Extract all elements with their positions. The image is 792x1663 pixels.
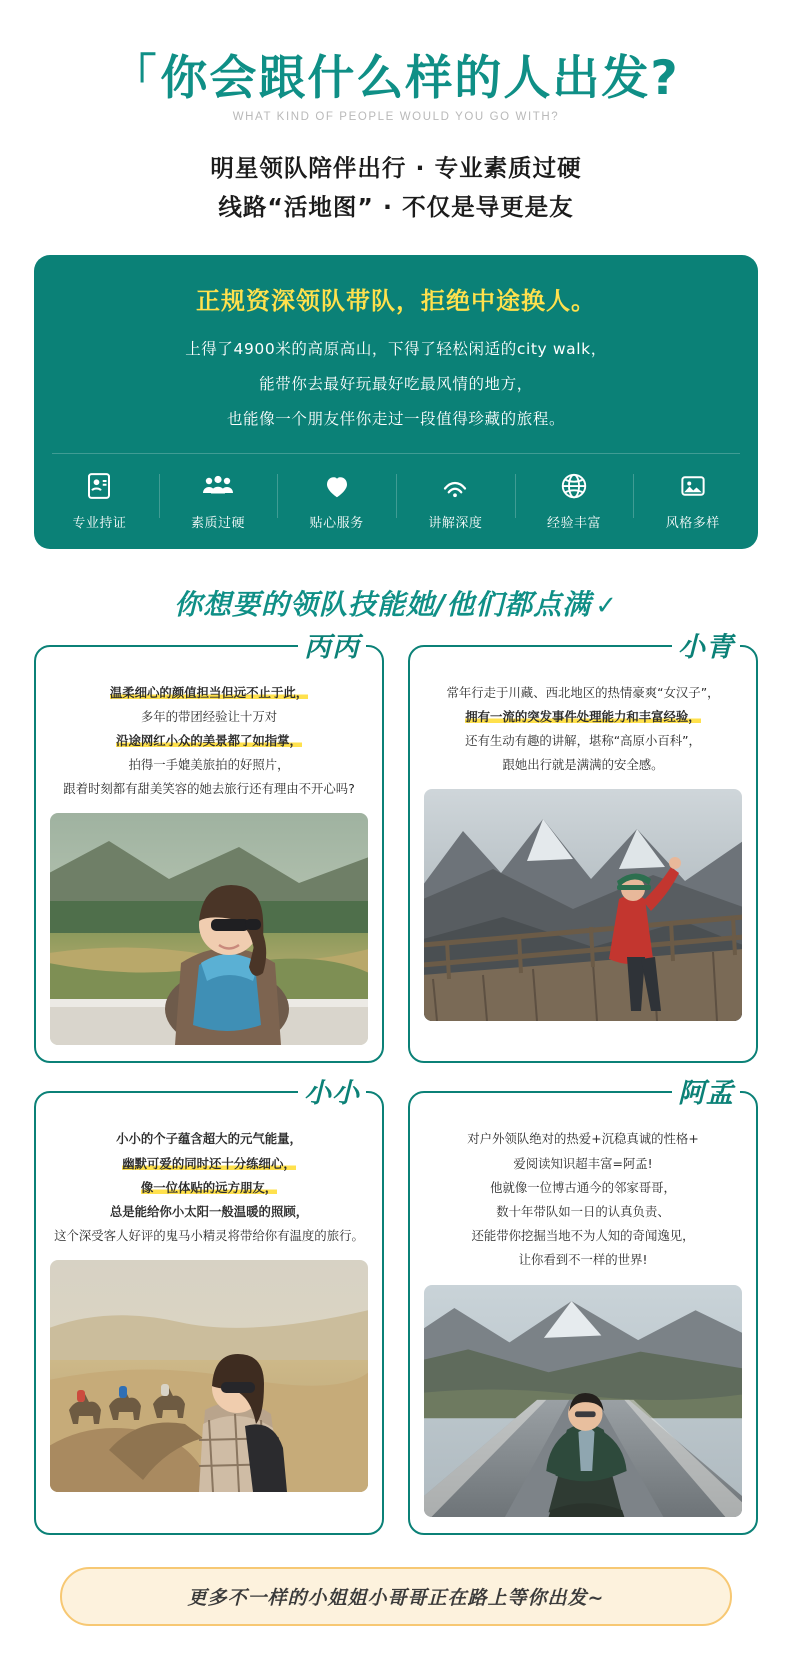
feature-item-service [277, 468, 396, 531]
feature-label: 专业持证 [72, 515, 127, 531]
feature-label: 经验丰富 [547, 515, 602, 531]
desc-line: 这个深受客人好评的鬼马小精灵将带给你有温度的旅行。 [54, 1228, 364, 1244]
guide-card-grid [34, 631, 758, 1535]
desc-line: 还有生动有趣的讲解，堪称“高原小百科”， [465, 732, 701, 748]
panel-title: 正规资深领队带队，拒绝中途换人。 [196, 286, 596, 315]
guide-card[interactable] [408, 1078, 758, 1534]
desc-line: 跟她出行就是满满的安全感。 [502, 757, 664, 773]
section-title [0, 583, 792, 623]
feature-item-style [633, 468, 752, 531]
highlight-panel [34, 255, 758, 549]
guide-card[interactable] [408, 631, 758, 1064]
feature-label: 贴心服务 [309, 515, 364, 531]
photo-woman-red-jacket-mountain-bridge [424, 789, 742, 1021]
feature-label: 风格多样 [665, 515, 720, 531]
desc-line: 拥有一流的突发事件处理能力和丰富经验， [465, 708, 701, 724]
group-people-icon [159, 470, 278, 504]
heart-icon [277, 470, 396, 504]
id-card-icon [40, 470, 159, 504]
page-title-text: 你会跟什么样的人出发? [160, 51, 680, 106]
desc-line: 像一位体贴的远方朋友， [140, 1179, 278, 1195]
desc-line: 幽默可爱的同时还十分练细心， [122, 1155, 296, 1171]
desc-line: 多年的带团经验让十万对 [140, 708, 278, 724]
panel-line-2: 能带你去最好玩最好吃最风情的地方， [259, 374, 533, 393]
page-title [112, 50, 680, 106]
desc-line: 沿途网红小众的美景都了如指掌， [116, 732, 302, 748]
desc-line: 常年行走于川藏、西北地区的热情豪爽“女汉子”， [446, 684, 720, 700]
desc-line: 让你看到不一样的世界! [518, 1252, 648, 1268]
quote-mark-icon: 「 [112, 50, 159, 101]
desc-line: 对户外领队绝对的热爱+沉稳真诚的性格+ [467, 1131, 699, 1147]
desc-line: 小小的个子蕴含超大的元气能量， [116, 1131, 302, 1147]
guide-card[interactable] [34, 1078, 384, 1534]
desc-line: 他就像一位博古通今的邻家哥哥， [490, 1179, 676, 1195]
guide-description [50, 1127, 368, 1248]
header [0, 0, 792, 227]
feature-item-certified [40, 468, 159, 531]
globe-icon [515, 470, 634, 504]
desc-line: 温柔细心的颜值担当但远不止于此， [109, 684, 309, 700]
photo-woman-camel-desert [50, 1260, 368, 1492]
subtitle-english: WHAT KIND OF PEOPLE WOULD YOU GO WITH? [232, 111, 560, 124]
footer-text: 更多不一样的小姐姐小哥哥正在路上等你出发~ [187, 1586, 605, 1609]
feature-item-experience [515, 468, 634, 531]
guide-name: 小青 [672, 625, 740, 664]
panel-line-1: 上得了4900米的高原高山，下得了轻松闲适的city walk， [185, 339, 607, 358]
desc-line: 拍得一手媲美旅拍的好照片， [128, 757, 290, 773]
slogan-line-2: 线路“活地图” · 不仅是导更是友 [218, 193, 574, 222]
footer-ribbon [60, 1567, 732, 1626]
photo-woman-blue-scarf-meadow [50, 813, 368, 1045]
guide-description [50, 681, 368, 802]
feature-list [34, 454, 758, 549]
desc-line: 数十年带队如一日的认真负责、 [496, 1204, 670, 1219]
section-title-text: 你想要的领队技能她/他们都点满 [173, 587, 592, 621]
photo-man-sitting-highway [424, 1285, 742, 1517]
feature-label: 素质过硬 [191, 515, 246, 531]
desc-line: 总是能给你小太阳一般温暖的照顾， [109, 1204, 309, 1219]
guide-name: 阿孟 [672, 1071, 740, 1110]
panel-body [34, 332, 758, 449]
desc-line: 跟着时刻都有甜美笑容的她去旅行还有理由不开心吗? [63, 781, 355, 797]
desc-line: 爱阅读知识超丰富=阿孟! [513, 1155, 653, 1171]
slogan-line-1: 明星领队陪伴出行 · 专业素质过硬 [210, 154, 582, 183]
guide-description [424, 1127, 742, 1272]
desc-line: 还能带你挖掘当地不为人知的奇闻逸见， [471, 1228, 695, 1244]
feature-item-depth [396, 468, 515, 531]
feature-item-quality [159, 468, 278, 531]
feature-label: 讲解深度 [428, 515, 483, 531]
panel-line-3: 也能像一个朋友伴你走过一段值得珍藏的旅程。 [226, 409, 566, 428]
slogan [0, 149, 792, 227]
guide-name: 小小 [298, 1071, 366, 1110]
signal-icon [396, 470, 515, 504]
check-icon: ✓ [595, 590, 619, 621]
guide-name: 丙丙 [298, 625, 366, 664]
guide-card[interactable] [34, 631, 384, 1064]
picture-icon [633, 470, 752, 504]
guide-description [424, 681, 742, 778]
